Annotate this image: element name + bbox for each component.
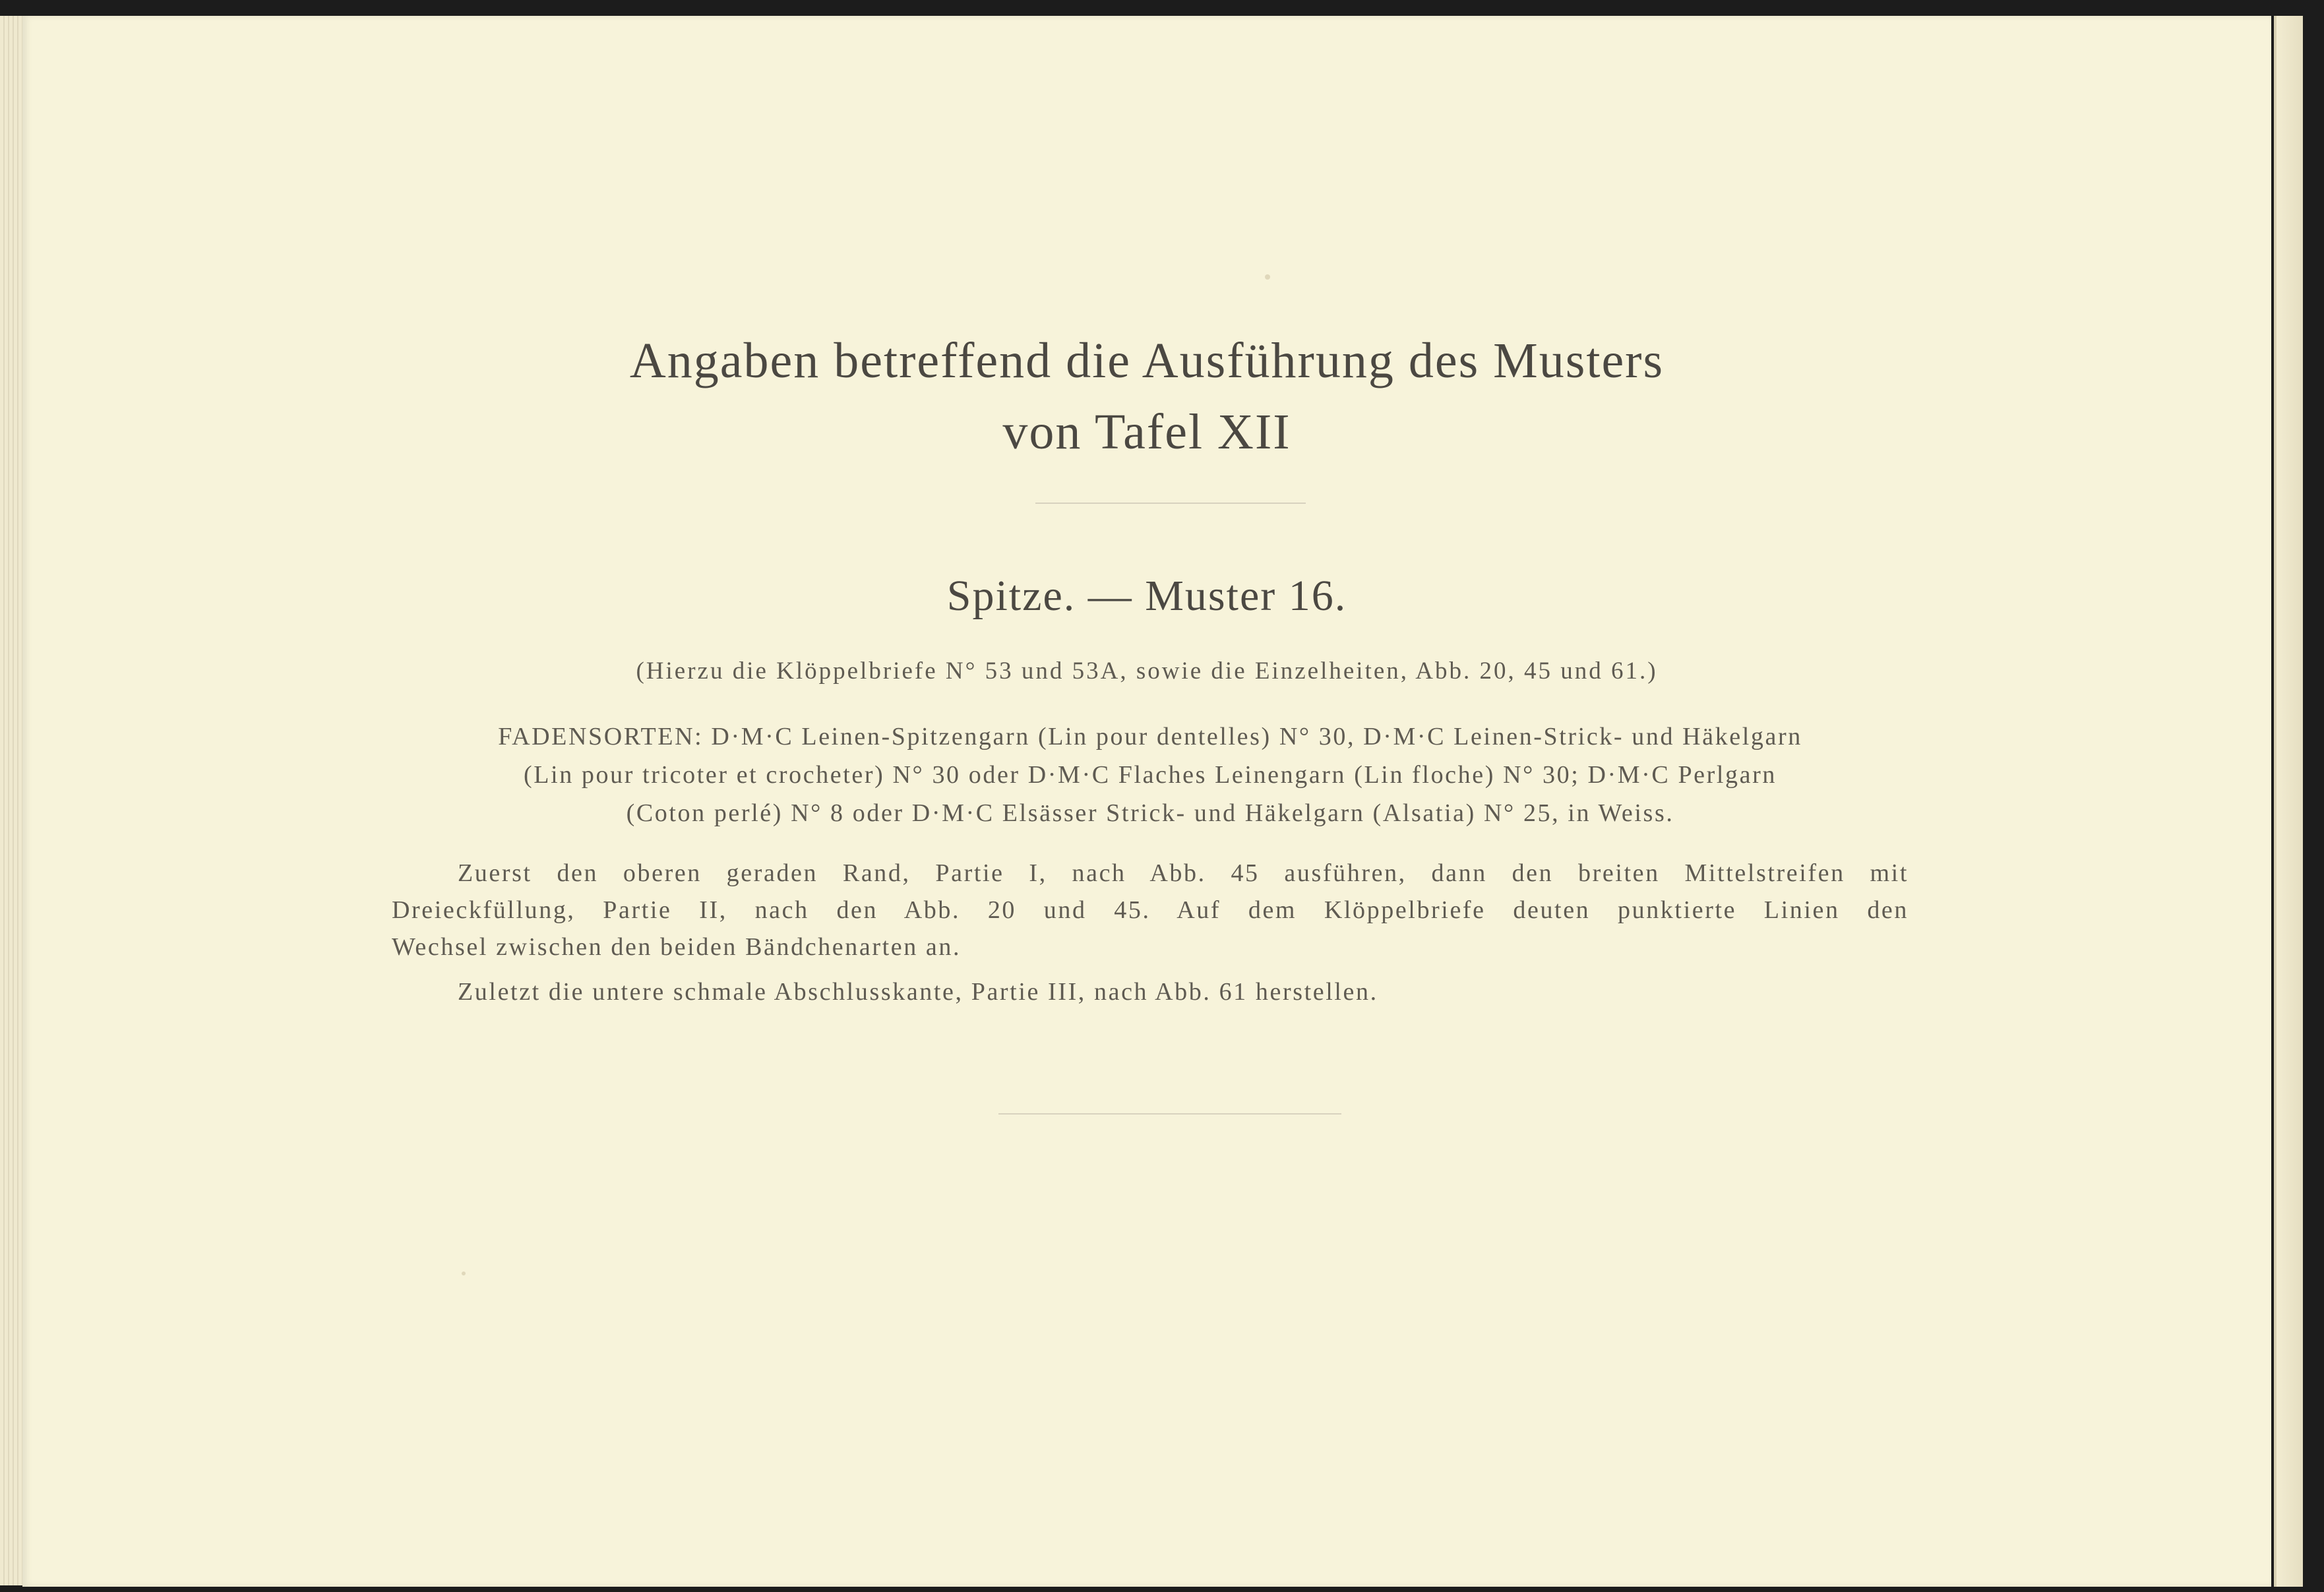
book-page [22,16,2271,1587]
instruction-line: Zuletzt die untere schmale Abschlusskante, Partie III, nach Abb. 61 herstellen. [458,978,1378,1006]
divider-rule [1035,503,1306,504]
thread-types-line: (Lin pour tricoter et crocheter) N° 30 oder D·M·C Flaches Leinengarn (Lin floche) N° 30; D·M·C Perlgarn [524,761,1777,789]
paper-speck [1265,274,1270,280]
page-content [22,16,2271,1587]
instructions-block [392,855,1909,1010]
thread-types-line: (Coton perlé) N° 8 oder D·M·C Elsässer Strick- und Häkelgarn (Alsatia) N° 25, in Weiss. [626,799,1674,827]
divider-rule [998,1113,1341,1115]
paragraph-gap [392,965,1909,973]
paper-speck [462,1271,466,1275]
thread-types-block [392,718,1909,832]
heading-line-1: Angaben betreffend die Ausführung des Musters [629,333,1665,388]
heading-line-2: von Tafel XII [1002,404,1291,460]
next-page-edge [2277,16,2303,1587]
thread-types-line: FADENSORTEN: D·M·C Leinen-Spitzengarn (Lin pour dentelles) N° 30, D·M·C Leinen-Strick- und Häkelgarn [498,723,1802,750]
instruction-line: Zuerst den oberen geraden Rand, Partie I, nach Abb. 45 ausführen, dann den breiten Mittelstreifen mit [458,859,1909,887]
instruction-line: Wechsel zwischen den beiden Bändchenarten an. [392,933,962,961]
reference-note: (Hierzu die Klöppelbriefe N° 53 und 53A, sowie die Einzelheiten, Abb. 20, 45 und 61.) [636,658,1658,685]
section-subheading: Spitze. — Muster 16. [946,572,1347,620]
instruction-line: Dreieckfüllung, Partie II, nach den Abb. 20 und 45. Auf dem Klöppelbriefe deuten punktierte Linien den [392,896,1909,924]
